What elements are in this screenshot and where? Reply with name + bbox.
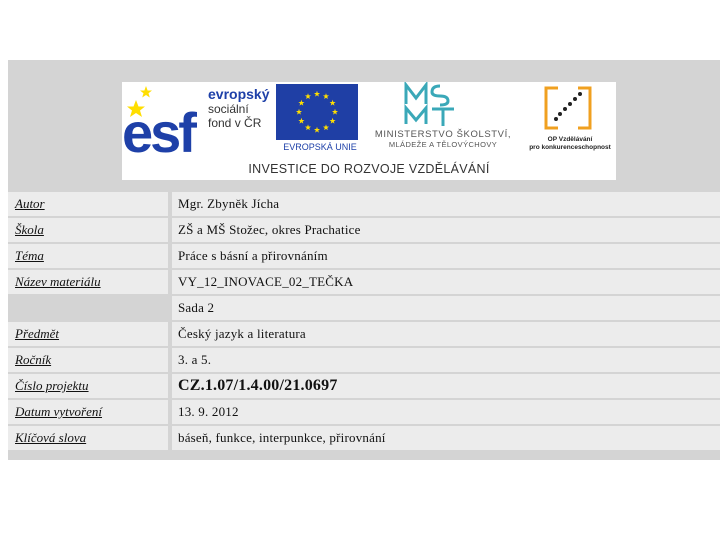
row-value: ZŠ a MŠ Stožec, okres Prachatice xyxy=(172,218,720,242)
row-label: Autor xyxy=(8,192,168,216)
eu-flag-icon xyxy=(276,84,358,140)
table-row xyxy=(8,426,720,450)
row-value: Český jazyk a literatura xyxy=(172,322,720,346)
row-value: Sada 2 xyxy=(172,296,720,320)
row-label: Téma xyxy=(8,244,168,268)
row-value: CZ.1.07/1.4.00/21.0697 xyxy=(172,374,720,398)
row-label: Ročník xyxy=(8,348,168,372)
row-label: Číslo projektu xyxy=(8,374,168,398)
esf-line3: fond v ČR xyxy=(208,116,262,130)
row-label xyxy=(8,296,168,320)
metadata-table xyxy=(8,190,720,452)
row-value: Mgr. Zbyněk Jícha xyxy=(172,192,720,216)
row-label: Název materiálu xyxy=(8,270,168,294)
table-row xyxy=(8,218,720,242)
table-row xyxy=(8,374,720,398)
row-value: Práce s básní a přirovnáním xyxy=(172,244,720,268)
logo-banner xyxy=(122,82,616,180)
row-value: 13. 9. 2012 xyxy=(172,400,720,424)
table-row xyxy=(8,296,720,320)
op-line2: pro konkurenceschopnost xyxy=(529,144,611,151)
esf-line2: sociální xyxy=(208,102,249,116)
row-label: Datum vytvoření xyxy=(8,400,168,424)
row-value: 3. a 5. xyxy=(172,348,720,372)
row-value: báseň, funkce, interpunkce, přirovnání xyxy=(172,426,720,450)
row-label: Klíčová slova xyxy=(8,426,168,450)
msmt-line2: MLÁDEŽE A TĚLOVÝCHOVY xyxy=(388,140,498,149)
table-row xyxy=(8,192,720,216)
table-row xyxy=(8,348,720,372)
svg-text:esf: esf xyxy=(122,101,194,156)
table-row xyxy=(8,270,720,294)
row-label: Škola xyxy=(8,218,168,242)
investice-slogan: INVESTICE DO ROZVOJE VZDĚLÁVÁNÍ xyxy=(248,162,490,176)
esf-line1: evropský xyxy=(208,86,270,102)
table-row xyxy=(8,244,720,268)
msmt-line1: MINISTERSTVO ŠKOLSTVÍ, xyxy=(374,129,512,140)
msmt-logo-text xyxy=(368,130,518,150)
op-logo-text xyxy=(526,136,614,152)
esf-logo-icon xyxy=(122,82,212,156)
table-row xyxy=(8,400,720,424)
eu-caption: EVROPSKÁ UNIE xyxy=(283,142,357,152)
table-row xyxy=(8,322,720,346)
op-line1: OP Vzdělávání xyxy=(547,136,593,143)
op-vzdelavani-logo-icon xyxy=(540,84,596,134)
row-label: Předmět xyxy=(8,322,168,346)
row-value: VY_12_INOVACE_02_TEČKA xyxy=(172,270,720,294)
msmt-logo-icon xyxy=(402,82,462,128)
